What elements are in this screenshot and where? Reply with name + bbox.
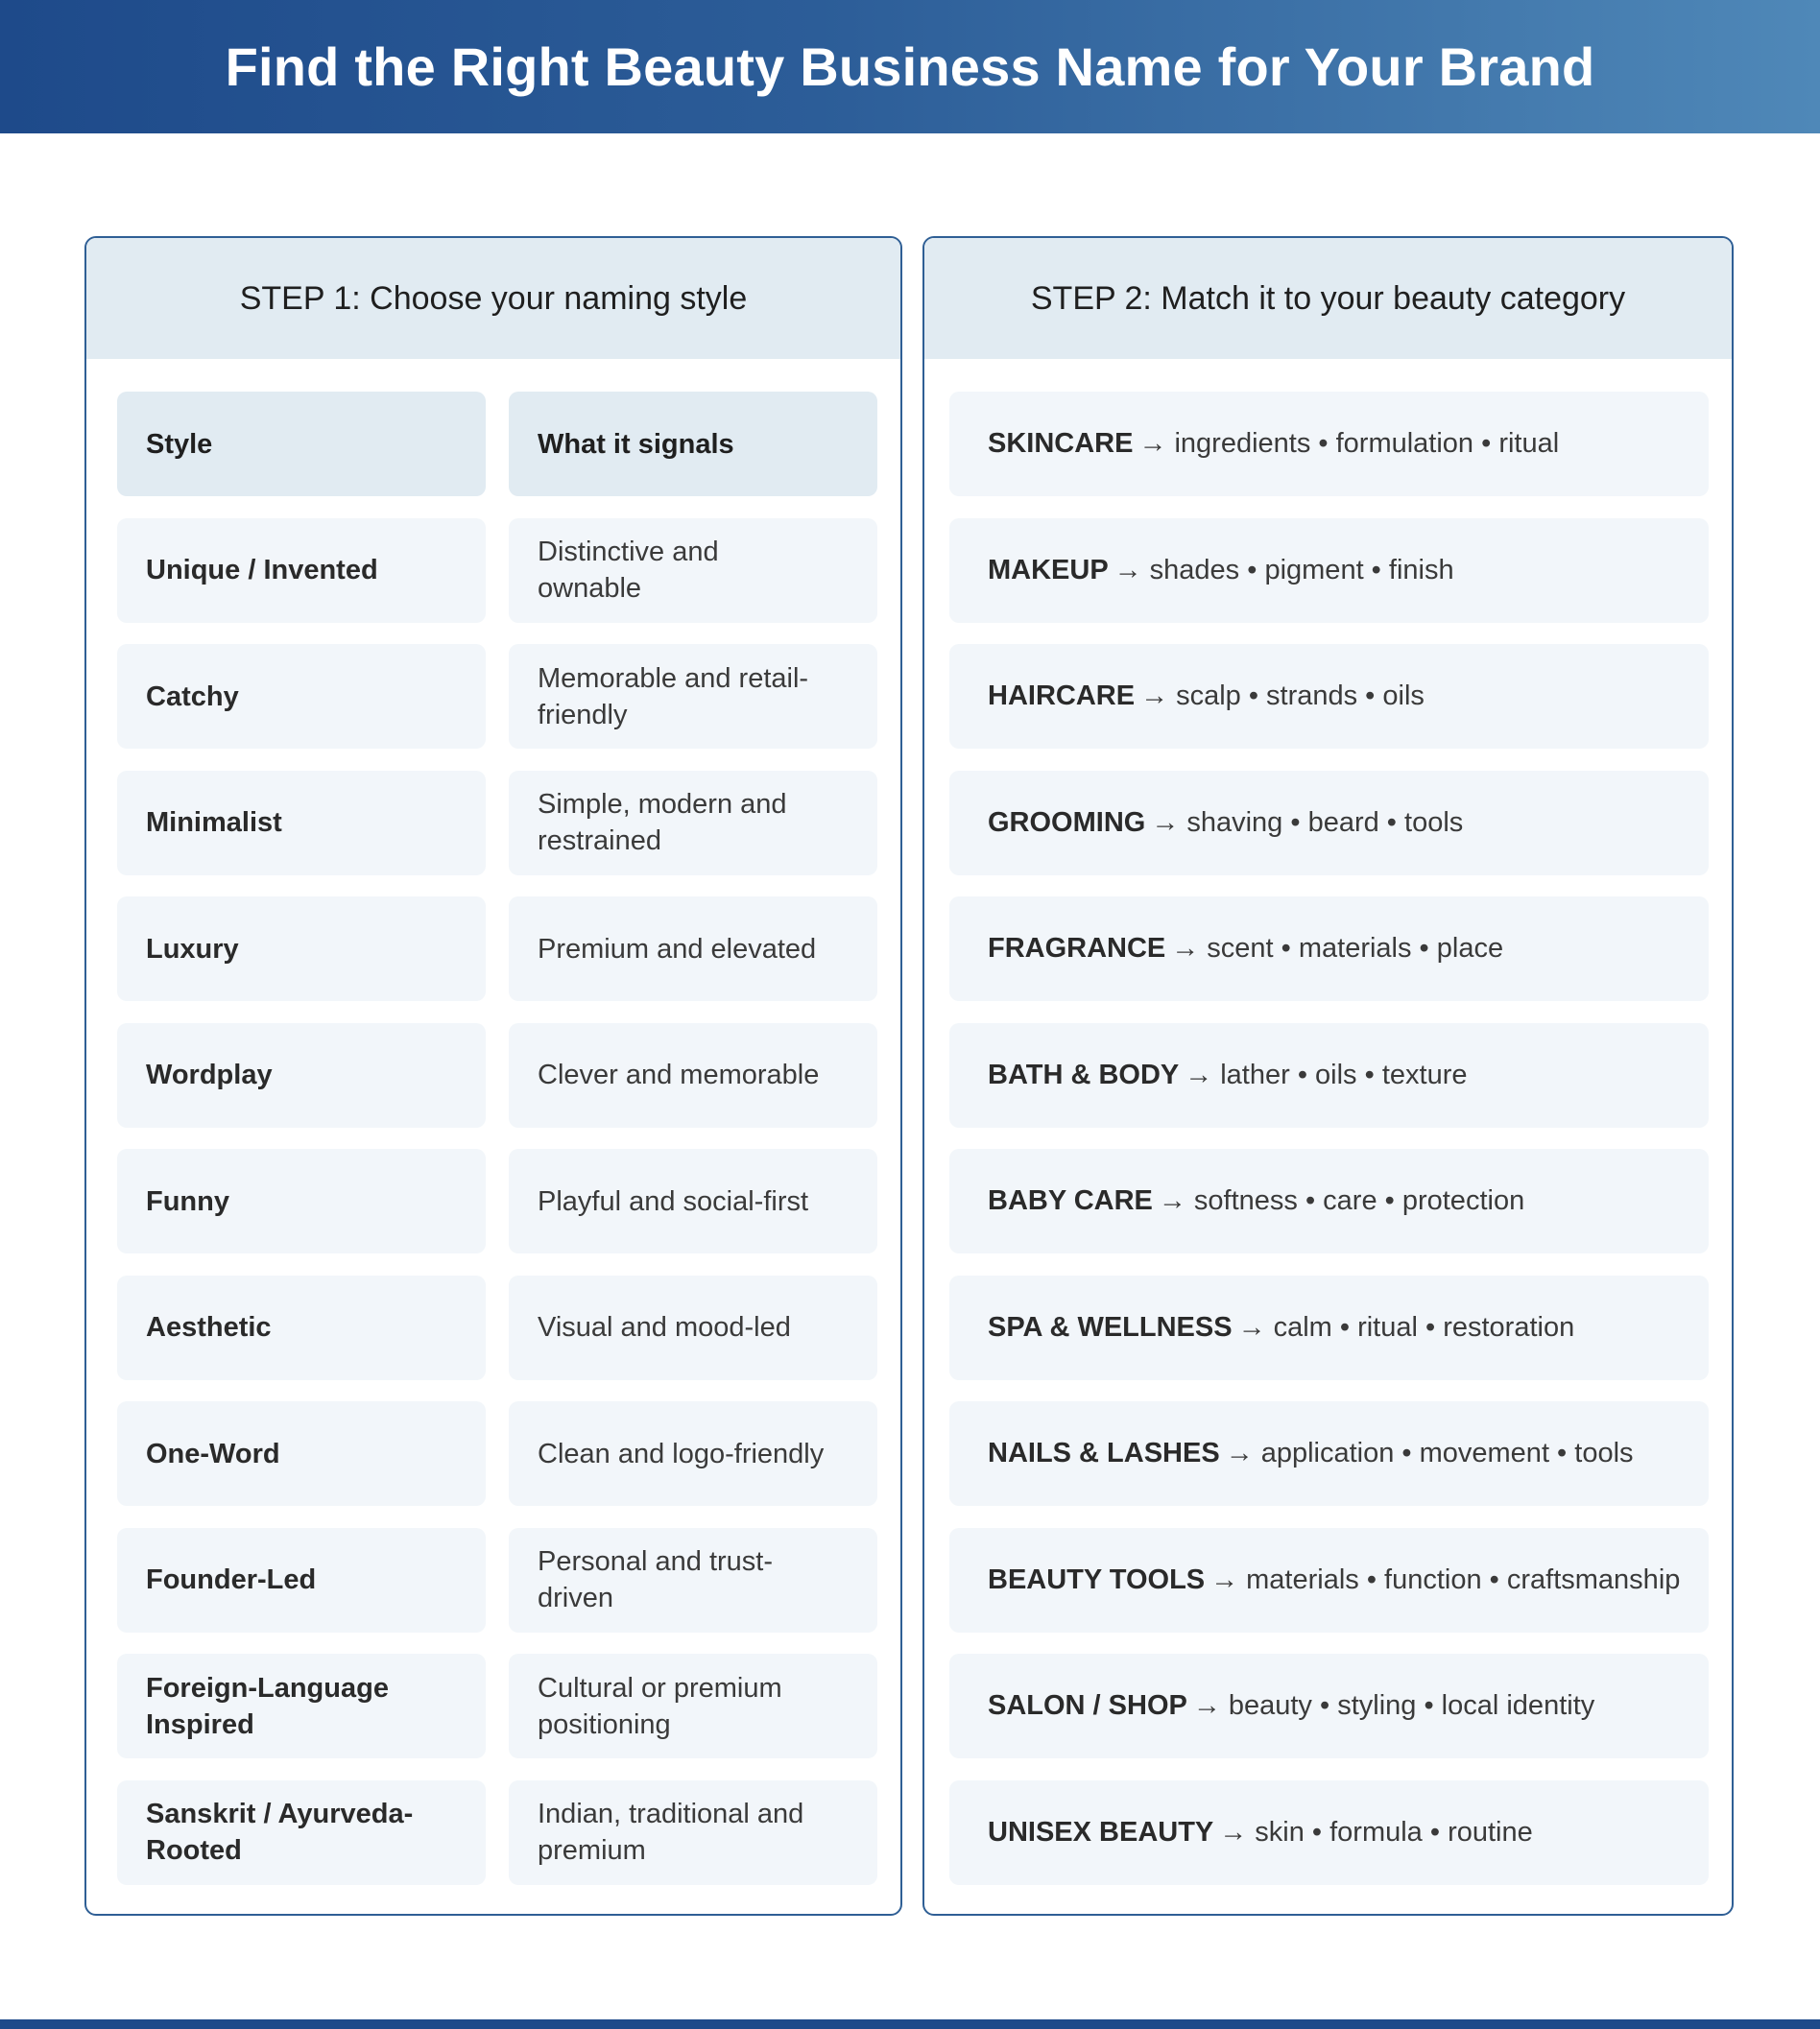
category-keywords: softness • care • protection: [1193, 1185, 1525, 1216]
arrow-right-icon: →: [1225, 1438, 1254, 1468]
category-label: SPA & WELLNESS: [988, 1311, 1233, 1343]
category-keywords: scalp • strands • oils: [1176, 680, 1425, 711]
list-item: [949, 1276, 1709, 1380]
style-name-cell: Wordplay: [117, 1023, 486, 1128]
table-row: [117, 644, 877, 749]
arrow-right-icon: →: [1171, 933, 1200, 964]
arrow-right-icon: →: [1237, 1311, 1266, 1343]
category-list: [949, 392, 1709, 1906]
style-signal-cell: Playful and social-first: [509, 1149, 877, 1253]
column-header-signal: What it signals: [509, 392, 877, 496]
category-label: MAKEUP: [988, 554, 1109, 585]
naming-style-table: [117, 392, 877, 1906]
category-keywords: materials • function • craftsmanship: [1246, 1564, 1681, 1595]
category-label: FRAGRANCE: [988, 933, 1166, 964]
style-name-cell: Foreign-Language Inspired: [117, 1654, 486, 1758]
style-signal-cell: Visual and mood-led: [509, 1276, 877, 1380]
category-label: BABY CARE: [988, 1185, 1153, 1216]
category-keywords: lather • oils • texture: [1220, 1059, 1468, 1090]
list-item: [949, 771, 1709, 875]
style-signal-cell: Personal and trust-driven: [509, 1528, 877, 1633]
table-row: [117, 1023, 877, 1128]
category-keywords: scent • materials • place: [1207, 933, 1504, 964]
category-label: UNISEX BEAUTY: [988, 1816, 1214, 1848]
page-header: [0, 0, 1820, 133]
step2-panel: [922, 236, 1734, 1916]
list-item: [949, 1528, 1709, 1633]
style-name-cell: Sanskrit / Ayurveda-Rooted: [117, 1780, 486, 1885]
footer-bar: [0, 2019, 1820, 2029]
style-signal-cell: Memorable and retail-friendly: [509, 644, 877, 749]
list-item: [949, 392, 1709, 496]
style-signal-cell: Cultural or premium positioning: [509, 1654, 877, 1758]
arrow-right-icon: →: [1158, 1185, 1186, 1216]
table-header-row: [117, 392, 877, 496]
step1-heading: STEP 1: Choose your naming style: [86, 238, 900, 359]
table-row: [117, 1149, 877, 1253]
table-row: [117, 1276, 877, 1380]
style-name-cell: Catchy: [117, 644, 486, 749]
style-name-cell: Funny: [117, 1149, 486, 1253]
arrow-right-icon: →: [1151, 806, 1180, 838]
category-label: NAILS & LASHES: [988, 1438, 1220, 1468]
arrow-right-icon: →: [1138, 428, 1167, 459]
category-keywords: calm • ritual • restoration: [1273, 1311, 1575, 1343]
arrow-right-icon: →: [1210, 1564, 1239, 1595]
list-item: [949, 1149, 1709, 1253]
category-keywords: beauty • styling • local identity: [1228, 1690, 1595, 1721]
style-signal-cell: Premium and elevated: [509, 896, 877, 1001]
style-signal-cell: Clever and memorable: [509, 1023, 877, 1128]
table-row: [117, 896, 877, 1001]
arrow-right-icon: →: [1140, 680, 1169, 711]
list-item: [949, 644, 1709, 749]
category-label: BATH & BODY: [988, 1059, 1180, 1090]
style-name-cell: One-Word: [117, 1401, 486, 1506]
list-item: [949, 896, 1709, 1001]
category-keywords: skin • formula • routine: [1255, 1816, 1533, 1848]
category-keywords: application • movement • tools: [1260, 1438, 1634, 1468]
page-title: Find the Right Beauty Business Name for Your Brand: [225, 36, 1595, 97]
arrow-right-icon: →: [1114, 554, 1142, 585]
category-label: SKINCARE: [988, 428, 1134, 459]
category-keywords: shades • pigment • finish: [1149, 554, 1454, 585]
style-signal-cell: Simple, modern and restrained: [509, 771, 877, 875]
category-label: GROOMING: [988, 806, 1146, 838]
list-item: [949, 1654, 1709, 1758]
table-row: [117, 1528, 877, 1633]
list-item: [949, 518, 1709, 623]
style-name-cell: Unique / Invented: [117, 518, 486, 623]
category-label: HAIRCARE: [988, 680, 1136, 711]
table-row: [117, 1654, 877, 1758]
category-keywords: ingredients • formulation • ritual: [1174, 428, 1560, 459]
arrow-right-icon: →: [1185, 1059, 1213, 1090]
table-row: [117, 518, 877, 623]
style-name-cell: Founder-Led: [117, 1528, 486, 1633]
style-signal-cell: Distinctive and ownable: [509, 518, 877, 623]
style-signal-cell: Indian, traditional and premium: [509, 1780, 877, 1885]
arrow-right-icon: →: [1219, 1816, 1248, 1848]
step2-heading: STEP 2: Match it to your beauty category: [924, 238, 1732, 359]
category-keywords: shaving • beard • tools: [1186, 806, 1464, 838]
category-label: SALON / SHOP: [988, 1690, 1187, 1721]
step1-panel: [84, 236, 902, 1916]
style-name-cell: Minimalist: [117, 771, 486, 875]
table-row: [117, 1401, 877, 1506]
arrow-right-icon: →: [1192, 1690, 1221, 1721]
list-item: [949, 1401, 1709, 1506]
list-item: [949, 1023, 1709, 1128]
style-name-cell: Luxury: [117, 896, 486, 1001]
table-row: [117, 771, 877, 875]
list-item: [949, 1780, 1709, 1885]
style-name-cell: Aesthetic: [117, 1276, 486, 1380]
category-label: BEAUTY TOOLS: [988, 1564, 1206, 1595]
column-header-style: Style: [117, 392, 486, 496]
table-row: [117, 1780, 877, 1885]
style-signal-cell: Clean and logo-friendly: [509, 1401, 877, 1506]
